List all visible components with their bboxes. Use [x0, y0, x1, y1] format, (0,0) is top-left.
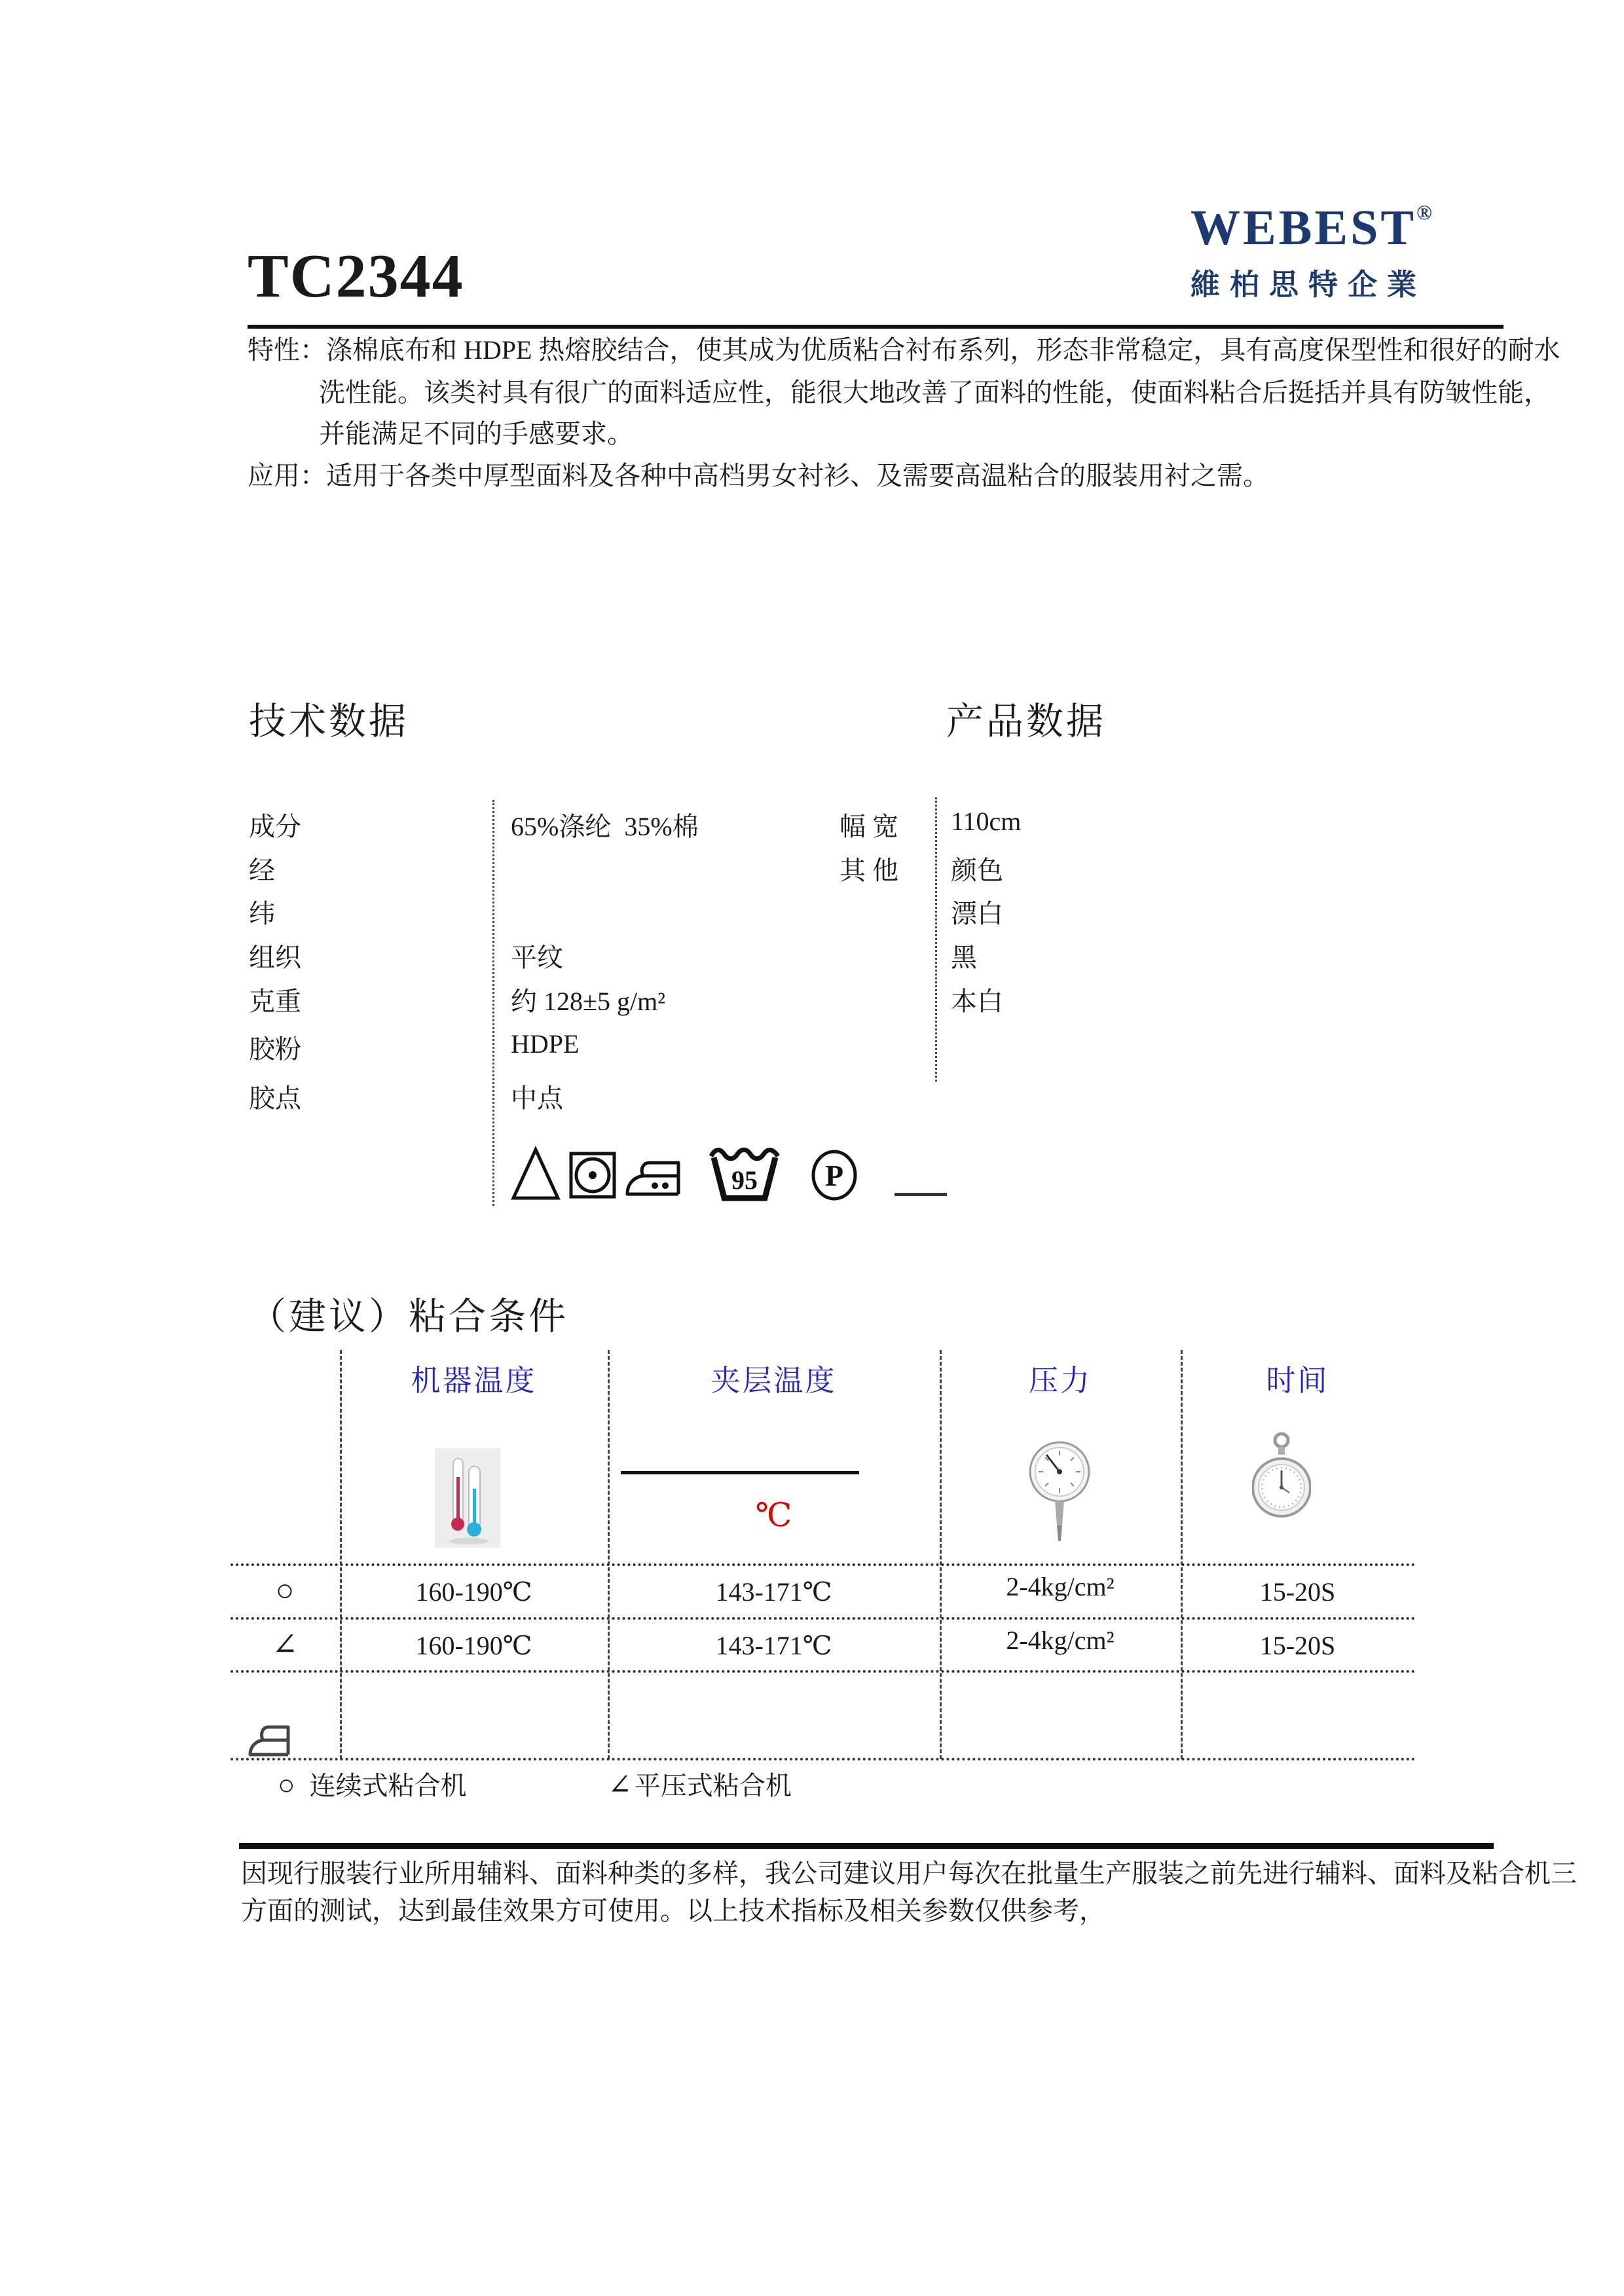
column-header-pressure: 压力: [1028, 1364, 1092, 1397]
bonding-row-line-2: [231, 1617, 1416, 1620]
tech-label-weft: 纬: [249, 899, 275, 928]
bonding-row-line-4: [231, 1758, 1416, 1760]
product-value-color: 颜色: [951, 856, 1003, 885]
column-header-machine-temp: 机器温度: [411, 1364, 537, 1397]
product-value-black: 黑: [951, 943, 977, 972]
interlayer-temp-row2: 143-171℃: [715, 1631, 832, 1660]
column-header-time: 时间: [1266, 1364, 1329, 1397]
tech-value-weave: 平纹: [511, 943, 563, 972]
flat-press-machine-symbol: ∠: [271, 1628, 299, 1662]
tech-label-weight: 克重: [249, 987, 301, 1016]
tech-label-weave: 组织: [249, 943, 301, 972]
product-label-width: 幅 宽: [840, 812, 898, 841]
page-title: TC2344: [248, 242, 464, 310]
footer-line-1: 因现行服装行业所用辅料、面料种类的多样，我公司建议用户每次在批量生产服装之前先进行辅料、面料及粘合机三: [241, 1859, 1577, 1888]
brand-wordmark: [1190, 200, 1432, 257]
feature-line-1: 特性：涤棉底布和 HDPE 热熔胶结合，使其成为优质粘合衬布系列，形态非常稳定，具有高度保型性和很好的耐水: [248, 335, 1560, 365]
interlayer-temp-line: [621, 1471, 859, 1474]
pressure-gauge-icon: [1027, 1432, 1092, 1549]
pressure-row2: 2-4kg/cm²: [1006, 1626, 1115, 1655]
registered-mark-icon: ®: [1416, 200, 1432, 224]
bonding-table-divider-4: [1181, 1350, 1183, 1759]
stopwatch-icon: [1252, 1430, 1311, 1535]
machine-temp-row2: 160-190℃: [415, 1631, 532, 1660]
flat-press-legend-label: 平压式粘合机: [634, 1771, 792, 1800]
tech-value-weight: 约 128±5 g/m²: [511, 987, 666, 1016]
bonding-table-divider-2: [608, 1350, 610, 1759]
continuous-machine-symbol: ○: [275, 1573, 295, 1608]
bleach-triangle-icon: [509, 1144, 562, 1202]
tech-value-adhesive: HDPE: [511, 1029, 580, 1059]
bonding-row-line-3: [231, 1670, 1416, 1673]
bonding-row-line-1: [231, 1563, 1416, 1566]
pressure-row1: 2-4kg/cm²: [1006, 1572, 1115, 1601]
product-value-bleached: 漂白: [951, 899, 1003, 928]
continuous-legend-label: 连续式粘合机: [309, 1771, 467, 1800]
feature-line-2: 洗性能。该类衬具有很广的面料适应性，能很大地改善了面料的性能，使面料粘合后挺括并具有防皱性能，: [319, 378, 1550, 407]
iron-icon: [246, 1721, 292, 1760]
dry-flat-line-icon: [895, 1193, 947, 1196]
product-divider-line: [935, 797, 937, 1082]
product-label-other: 其 他: [840, 856, 898, 885]
flat-press-legend-symbol: ∠: [608, 1769, 632, 1801]
wash-95-icon: [706, 1140, 783, 1203]
celsius-label: ℃: [755, 1497, 792, 1533]
application-line: 应用：适用于各类中厚型面料及各种中高档男女衬衫、及需要高温粘合的服装用衬之需。: [248, 461, 1269, 490]
footer-line-2: 方面的测试，达到最佳效果方可使用。以上技术指标及相关参数仅供参考，: [241, 1896, 1105, 1925]
product-data-heading: 产品数据: [946, 701, 1106, 742]
tech-label-warp: 经: [249, 856, 275, 885]
time-row2: 15-20S: [1259, 1631, 1336, 1660]
product-value-natural: 本白: [951, 987, 1003, 1016]
product-value-width: 110cm: [951, 807, 1022, 836]
tech-label-composition: 成分: [249, 812, 301, 841]
tech-data-heading: 技术数据: [249, 701, 409, 742]
bonding-heading: （建议）粘合条件: [249, 1296, 568, 1338]
wash-temp-label: 95: [731, 1165, 758, 1195]
brand-name: WEBEST: [1190, 200, 1417, 255]
tech-label-adhesive: 胶粉: [249, 1034, 301, 1064]
tech-value-dot: 中点: [511, 1084, 563, 1113]
continuous-legend-symbol: ○: [278, 1769, 295, 1801]
svg-text:P: P: [824, 1159, 844, 1192]
interlayer-temp-row1: 143-171℃: [715, 1577, 832, 1607]
tech-label-dot: 胶点: [249, 1084, 301, 1113]
dry-clean-p-icon: [808, 1147, 860, 1203]
feature-line-3: 并能满足不同的手感要求。: [319, 419, 633, 448]
header-rule: [248, 325, 1504, 329]
legend-flat-press: [608, 1765, 792, 1802]
column-header-interlayer-temp: 夹层温度: [710, 1364, 837, 1397]
legend-continuous: [278, 1765, 467, 1802]
tech-divider-line: [492, 800, 494, 1206]
brand-logo: [1190, 200, 1432, 303]
tumble-dry-icon: [567, 1150, 618, 1201]
tech-value-composition: 65%涤纶 35%棉: [511, 812, 699, 841]
time-row1: 15-20S: [1259, 1577, 1336, 1607]
bonding-table-divider-1: [340, 1350, 342, 1759]
brand-company-name: 維柏思特企業: [1190, 268, 1427, 301]
footer-rule: [239, 1843, 1494, 1849]
thermometer-icon: [435, 1448, 500, 1548]
iron-two-dots-icon: [622, 1156, 682, 1201]
machine-temp-row1: 160-190℃: [415, 1577, 532, 1607]
bonding-table-divider-3: [940, 1350, 942, 1759]
